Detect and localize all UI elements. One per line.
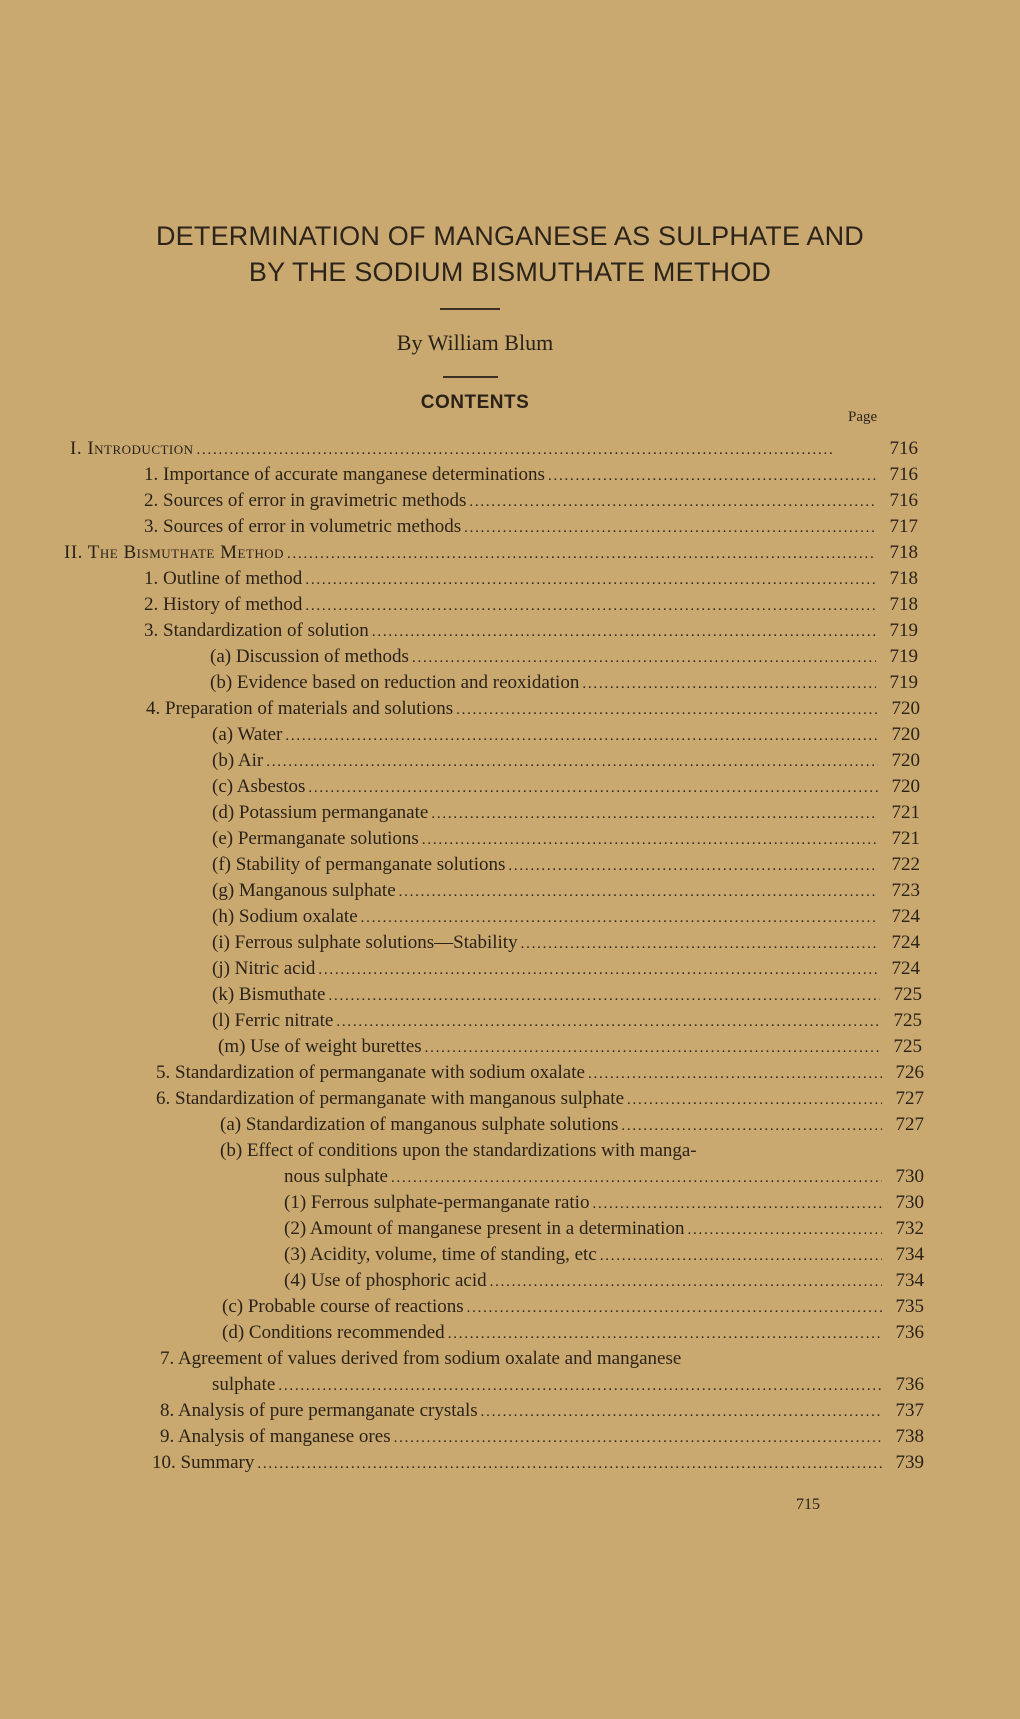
page-number: 715 bbox=[796, 1496, 820, 1513]
page-column-heading: Page bbox=[848, 409, 878, 425]
toc-leader bbox=[361, 910, 878, 927]
toc-entry-label: 10. Summary bbox=[152, 1452, 255, 1473]
toc-entry-label: (i) Ferrous sulphate solutions—Stability bbox=[212, 932, 518, 953]
toc-entry[interactable] bbox=[212, 880, 920, 902]
toc-entry-page: 718 bbox=[889, 594, 918, 615]
toc-entry-label: 3. Standardization of solution bbox=[144, 620, 369, 641]
author-byline: By William Blum bbox=[396, 330, 554, 355]
toc-entry[interactable] bbox=[212, 802, 920, 824]
toc-entry[interactable] bbox=[212, 828, 920, 850]
toc-entry-page: 721 bbox=[891, 828, 920, 849]
toc-leader bbox=[548, 468, 876, 485]
toc-leader bbox=[592, 1196, 882, 1213]
toc-entry-page: 724 bbox=[891, 932, 920, 953]
toc-entry-label: nous sulphate bbox=[284, 1166, 388, 1187]
toc-entry[interactable] bbox=[212, 958, 920, 980]
toc-entry[interactable] bbox=[160, 1400, 924, 1422]
toc-leader bbox=[305, 598, 876, 615]
toc-leader bbox=[328, 988, 880, 1005]
toc-entry[interactable] bbox=[222, 1296, 924, 1318]
toc-entry-page: 732 bbox=[895, 1218, 924, 1239]
toc-entry-page: 719 bbox=[889, 646, 918, 667]
toc-leader bbox=[621, 1118, 882, 1135]
toc-entry[interactable] bbox=[70, 438, 918, 460]
toc-entry[interactable] bbox=[152, 1452, 924, 1474]
toc-entry[interactable] bbox=[218, 1036, 922, 1058]
toc-entry-page: 716 bbox=[889, 438, 918, 459]
author-divider bbox=[443, 376, 498, 378]
toc-leader bbox=[308, 780, 878, 797]
toc-entry[interactable] bbox=[212, 724, 920, 746]
toc-entry-page: 726 bbox=[895, 1062, 924, 1083]
toc-entry[interactable] bbox=[284, 1270, 924, 1292]
toc-entry[interactable] bbox=[64, 542, 918, 564]
toc-entry-label: (b) Evidence based on reduction and reoxidation bbox=[210, 672, 580, 693]
toc-entry-page: 720 bbox=[891, 776, 920, 797]
article-title bbox=[40, 218, 980, 290]
toc-entry-label: (j) Nitric acid bbox=[212, 958, 316, 979]
toc-leader bbox=[425, 1040, 880, 1057]
toc-entry[interactable] bbox=[212, 1010, 922, 1032]
toc-entry[interactable] bbox=[212, 776, 920, 798]
toc-entry[interactable] bbox=[156, 1088, 924, 1110]
toc-entry-page: 718 bbox=[889, 568, 918, 589]
toc-entry-page: 716 bbox=[889, 464, 918, 485]
toc-entry[interactable] bbox=[222, 1322, 924, 1344]
toc-entry-label: 2. History of method bbox=[144, 594, 303, 615]
toc-entry-page: 723 bbox=[891, 880, 920, 901]
toc-entry-page: 719 bbox=[889, 672, 918, 693]
toc-entry-page: 734 bbox=[895, 1270, 924, 1291]
toc-leader bbox=[456, 702, 878, 719]
toc-entry-label: 2. Sources of error in gravimetric methods bbox=[144, 490, 467, 511]
toc-entry-label: sulphate bbox=[212, 1374, 276, 1395]
toc-entry-continued: (b) Effect of conditions upon the standardizations with manga- bbox=[220, 1140, 697, 1161]
toc-entry-page: 724 bbox=[891, 906, 920, 927]
toc-leader bbox=[287, 546, 876, 563]
toc-entry-label: (a) Standardization of manganous sulphate solutions bbox=[220, 1114, 619, 1135]
toc-leader bbox=[336, 1014, 880, 1031]
toc-entry-page: 725 bbox=[893, 984, 922, 1005]
toc-entry-label: 4. Preparation of materials and solutions bbox=[146, 698, 454, 719]
toc-entry-label: (3) Acidity, volume, time of standing, etc bbox=[284, 1244, 597, 1265]
toc-entry-label: (m) Use of weight burettes bbox=[218, 1036, 422, 1057]
toc-entry-label: II. The Bismuthate Method bbox=[64, 542, 285, 563]
toc-entry-page: 716 bbox=[889, 490, 918, 511]
toc-entry[interactable] bbox=[284, 1244, 924, 1266]
toc-entry-label: (c) Asbestos bbox=[212, 776, 306, 797]
toc-entry[interactable] bbox=[212, 1374, 924, 1396]
toc-leader bbox=[481, 1404, 882, 1421]
toc-leader bbox=[627, 1092, 882, 1109]
toc-entry[interactable] bbox=[212, 984, 922, 1006]
toc-entry-page: 725 bbox=[893, 1010, 922, 1031]
toc-entry-label: (b) Air bbox=[212, 750, 264, 771]
toc-entry-page: 720 bbox=[891, 724, 920, 745]
toc-entry-label: (4) Use of phosphoric acid bbox=[284, 1270, 487, 1291]
toc-entry[interactable] bbox=[212, 906, 920, 928]
toc-entry[interactable] bbox=[212, 932, 920, 954]
toc-leader bbox=[448, 1326, 882, 1343]
toc-entry-page: 727 bbox=[895, 1088, 924, 1109]
toc-entry-label: (a) Discussion of methods bbox=[210, 646, 409, 667]
toc-leader bbox=[412, 650, 876, 667]
toc-entry-label: I. Introduction bbox=[70, 438, 194, 459]
toc-entry-label: 8. Analysis of pure permanganate crystals bbox=[160, 1400, 478, 1421]
toc-leader bbox=[257, 1456, 882, 1473]
toc-leader bbox=[467, 1300, 882, 1317]
toc-entry-page: 734 bbox=[895, 1244, 924, 1265]
toc-entry-label: 9. Analysis of manganese ores bbox=[160, 1426, 391, 1447]
toc-entry-label: (a) Water bbox=[212, 724, 283, 745]
title-line-1: DETERMINATION OF MANGANESE AS SULPHATE AND bbox=[155, 221, 864, 251]
toc-entry-page: 727 bbox=[895, 1114, 924, 1135]
toc-entry[interactable] bbox=[144, 464, 918, 486]
toc-entry-label: 6. Standardization of permanganate with manganous sulphate bbox=[156, 1088, 625, 1109]
toc-entry-page: 719 bbox=[889, 620, 918, 641]
toc-entry-page: 730 bbox=[895, 1192, 924, 1213]
toc-leader bbox=[278, 1378, 882, 1395]
toc-entry[interactable] bbox=[284, 1166, 924, 1188]
toc-leader bbox=[431, 806, 878, 823]
toc-leader bbox=[490, 1274, 882, 1291]
toc-entry-page: 735 bbox=[895, 1296, 924, 1317]
toc-leader bbox=[394, 1430, 882, 1447]
toc-leader bbox=[399, 884, 878, 901]
toc-entry-page: 720 bbox=[891, 698, 920, 719]
toc-entry-label: (c) Probable course of reactions bbox=[222, 1296, 464, 1317]
title-divider bbox=[440, 308, 500, 310]
toc-entry[interactable] bbox=[212, 750, 920, 772]
toc-entry[interactable] bbox=[284, 1218, 924, 1240]
toc-entry-label: (l) Ferric nitrate bbox=[212, 1010, 334, 1031]
toc-entry-label: (2) Amount of manganese present in a determination bbox=[284, 1218, 685, 1239]
toc-entry[interactable] bbox=[156, 1062, 924, 1084]
toc-leader bbox=[588, 1066, 882, 1083]
toc-entry-page: 730 bbox=[895, 1166, 924, 1187]
toc-entry[interactable] bbox=[144, 490, 918, 512]
toc-entry-page: 736 bbox=[895, 1322, 924, 1343]
toc-leader bbox=[508, 858, 878, 875]
toc-entry-page: 739 bbox=[895, 1452, 924, 1473]
toc-entry[interactable] bbox=[210, 672, 918, 694]
toc-entry-label: (g) Manganous sulphate bbox=[212, 880, 396, 901]
toc-leader bbox=[687, 1222, 882, 1239]
toc-entry-label: (k) Bismuthate bbox=[212, 984, 326, 1005]
toc-leader bbox=[285, 728, 878, 745]
toc-entry-page: 721 bbox=[891, 802, 920, 823]
toc-leader bbox=[318, 962, 878, 979]
toc-leader bbox=[197, 442, 876, 459]
toc-leader bbox=[266, 754, 878, 771]
toc-entry-page: 720 bbox=[891, 750, 920, 771]
toc-leader bbox=[521, 936, 878, 953]
toc-entry-label: (d) Conditions recommended bbox=[222, 1322, 445, 1343]
toc-entry-label: 3. Sources of error in volumetric methods bbox=[144, 516, 462, 537]
toc-entry-continued: 7. Agreement of values derived from sodium oxalate and manganese bbox=[160, 1348, 682, 1369]
toc-leader bbox=[469, 494, 876, 511]
toc-entry-label: 1. Outline of method bbox=[144, 568, 303, 589]
toc-entry[interactable] bbox=[144, 516, 918, 538]
toc-entry[interactable] bbox=[284, 1192, 924, 1214]
toc-entry-page: 725 bbox=[893, 1036, 922, 1057]
toc-entry[interactable] bbox=[144, 594, 918, 616]
toc-entry[interactable] bbox=[210, 646, 918, 668]
toc-entry[interactable] bbox=[212, 854, 920, 876]
toc-entry[interactable] bbox=[144, 568, 918, 590]
toc-leader bbox=[305, 572, 876, 589]
toc-entry-page: 722 bbox=[891, 854, 920, 875]
toc-entry-label: (h) Sodium oxalate bbox=[212, 906, 358, 927]
toc-leader bbox=[582, 676, 876, 693]
toc-entry[interactable] bbox=[220, 1114, 924, 1136]
toc-entry[interactable] bbox=[144, 620, 918, 642]
toc-entry-label: (1) Ferrous sulphate-permanganate ratio bbox=[284, 1192, 590, 1213]
toc-entry-page: 717 bbox=[889, 516, 918, 537]
toc-entry-page: 738 bbox=[895, 1426, 924, 1447]
toc-entry-page: 736 bbox=[895, 1374, 924, 1395]
toc-entry-label: (f) Stability of permanganate solutions bbox=[212, 854, 506, 875]
toc-entry-page: 724 bbox=[891, 958, 920, 979]
toc-leader bbox=[391, 1170, 882, 1187]
toc-leader bbox=[464, 520, 876, 537]
toc-entry-page: 737 bbox=[895, 1400, 924, 1421]
toc-entry[interactable] bbox=[160, 1426, 924, 1448]
toc-leader bbox=[422, 832, 878, 849]
toc-entry-page: 718 bbox=[889, 542, 918, 563]
toc-leader bbox=[600, 1248, 882, 1265]
toc-entry-label: 1. Importance of accurate manganese determinations bbox=[144, 464, 545, 485]
toc-entry-label: (e) Permanganate solutions bbox=[212, 828, 419, 849]
toc-entry[interactable] bbox=[146, 698, 920, 720]
toc-leader bbox=[372, 624, 876, 641]
toc-entry-label: (d) Potassium permanganate bbox=[212, 802, 429, 823]
contents-heading: CONTENTS bbox=[420, 392, 530, 413]
toc-entry-label: 5. Standardization of permanganate with sodium oxalate bbox=[156, 1062, 585, 1083]
title-line-2: BY THE SODIUM BISMUTHATE METHOD bbox=[248, 257, 772, 287]
